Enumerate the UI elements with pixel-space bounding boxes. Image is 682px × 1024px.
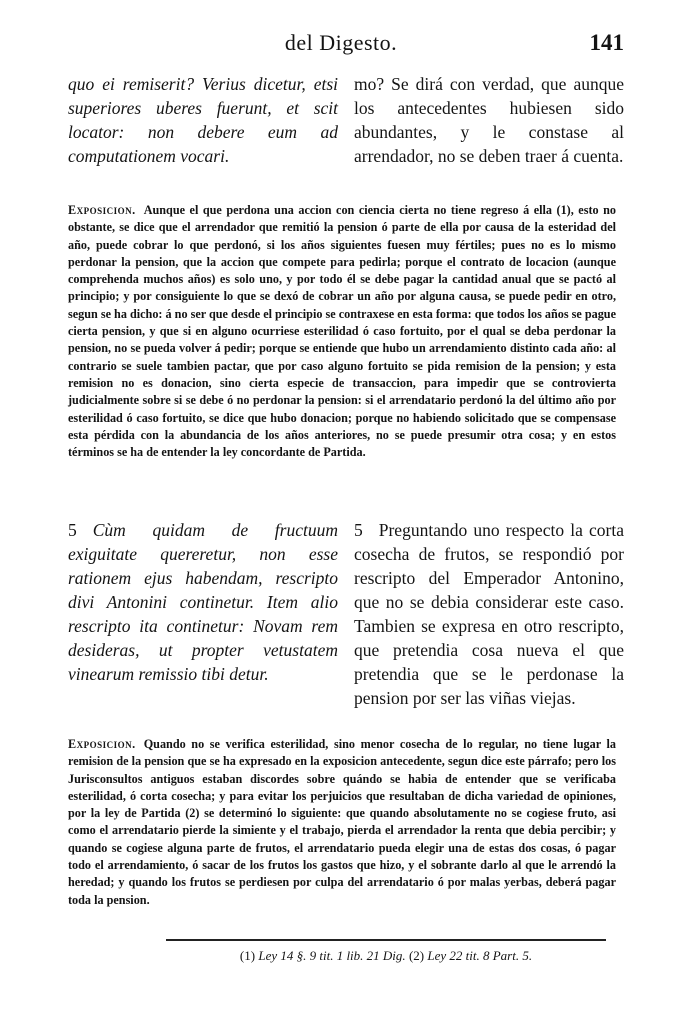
exposicion-text-1: Aunque el que perdona una accion con ciencia cierta no tiene regreso á ella (1), esto no obstante, se dice que el arrendador que remitió la pension ó parte de ella por causa de la esteridad del año, puede cobrar lo que perdonó, si los años siguientes fuesen muy fértiles; pues no es lo mismo perdonar la pension, que la accion que compete para pedirla; porque el contrato de locacion (aunque comprehenda muchos años) es solo uno, y por todo él se debe pagar la cantidad anual que se pactó al principio; y por consiguiente lo que se dexó de cobrar un año por alguna causa, se puede pedir en otro, segun se ha dicho: á no ser que desde el principio se contraxese en esta forma: que todos los años se pague cierta pension, y que si en alguno ocurriese esterilidad ó caso fortuito, por el qual se deba perdonar la pension, no se pueda volver á pedir; porque se entiende que hubo un arrendamiento distinto cada año: al contrario se suele tambien pactar, que por caso alguno fortuito se pida remision de la pension; y esta remision no es donacion, sino cierta especie de transaccion, para impedir que se controvierta judicialmente sobre si se debe ó no perdonar la pension: si el arrendatario perdonó la del último año por esterilidad ó caso fortuito, se dice que hubo donacion; porque no habiendo solicitado que se compensase esta pérdida con la abundancia de los años anteriores, no se puede presumir otra cosa; y en estos términos se ha de entender la ley concordante de Partida.	[68, 203, 616, 460]
section-5-pair	[68, 518, 628, 728]
footnote-mark-1: (1)	[239, 948, 256, 963]
exposicion-block-1	[68, 202, 616, 461]
exposicion-text-2: Quando no se verifica esterilidad, sino menor cosecha de lo regular, no tiene lugar la remision de la pension que se ha expresado en la exposicion antecedente, segun dice este párrafo; pero los Jurisconsultos antiguos estaban discordes sobre quándo se habia de entender que se verificaba esterilidad, ó corta cosecha; y para evitar los perjuicios que resultaban de dicha variedad de opiniones, por la ley de Partida (2) se determinó lo siguiente: que quando absolutamente no se cogiese fruto, asi como el arrendatario pierde la simiente y el trabajo, pierda el arrendador la renta que debia percibir; y quando se cogiese alguna parte de frutos, el arrendatario pueda elegir una de estas dos cosas, ó pagar todo el arrendamiento, ó sacar de los frutos los gastos que hizo, y el sobrante darlo al que le arrendó la heredad; y quando los frutos se perdiesen por culpa del arrendatario ó por malas yerbas, deberá pagar toda la pension.	[68, 737, 616, 907]
exposicion-label-1: Exposicion.	[68, 203, 136, 217]
paragraph-pair-top	[68, 72, 628, 192]
spanish-body-section-5: Preguntando uno respecto la corta cosecha de frutos, se respondió por rescripto del Emperador Antonino, que no se debia considerar este caso. Tambien se expresa en otro rescripto, que pretendia cosa nueva el que pretendia que se le perdonase la pension por ser las viñas viejas.	[354, 520, 624, 708]
latin-text-top: quo ei remiserit? Verius dicetur, etsi superiores uberes fuerunt, et scit locator: non debere eum ad computationem vocari.	[68, 74, 338, 166]
running-title: del Digesto.	[284, 30, 398, 55]
page-number: 141	[589, 30, 624, 55]
footnote	[166, 948, 606, 964]
spanish-text-section-5	[354, 518, 624, 710]
exposicion-block-2	[68, 736, 616, 909]
exposicion-label-2: Exposicion.	[68, 737, 136, 751]
footnote-rule	[166, 939, 606, 941]
section-number-latin: 5	[68, 520, 77, 540]
footnote-ref-2: Ley 22 tit. 8 Part. 5.	[427, 948, 533, 963]
page-header	[0, 30, 682, 70]
latin-body-section-5: Cùm quidam de fructuum exiguitate quereretur, non esse rationem ejus habendam, rescripto divi Antonini continetur. Item alio rescripto ita continetur: Novam rem desideras, ut propter vetustatem vinearum remissio tibi detur.	[68, 520, 338, 684]
latin-text-section-5	[68, 518, 338, 686]
footnote-ref-1: Ley 14 §. 9 tit. 1 lib. 21 Dig.	[258, 948, 406, 963]
spanish-text-top: mo? Se dirá con verdad, que aunque los antecedentes hubiesen sido abundantes, y le constase al arrendador, no se deben traer á cuenta.	[354, 74, 624, 166]
footnote-mark-2: (2)	[408, 948, 425, 963]
section-number-spanish: 5	[354, 520, 363, 540]
